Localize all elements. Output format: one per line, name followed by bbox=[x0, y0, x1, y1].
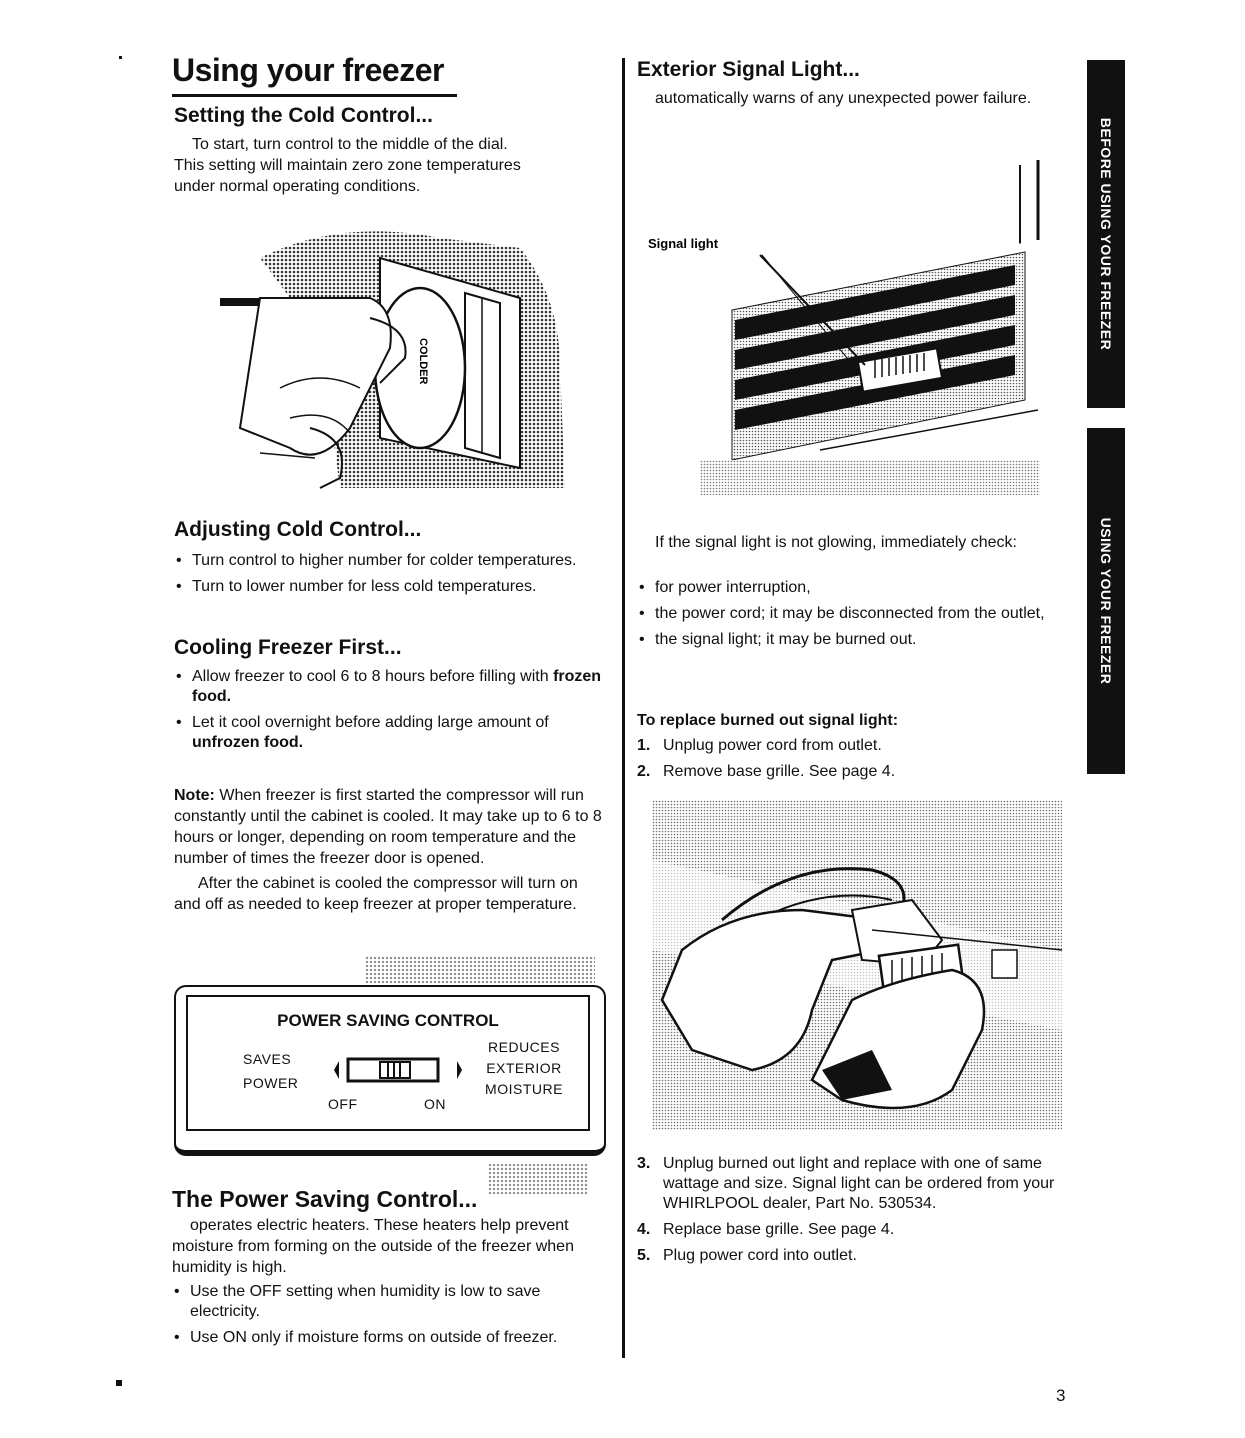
step-number: 3. bbox=[637, 1155, 651, 1172]
list-item: • the signal light; it may be burned out. bbox=[637, 630, 1071, 650]
step-item bbox=[637, 736, 1071, 756]
cooling-text: Let it cool overnight before adding large amount of bbox=[192, 714, 549, 731]
title-rule bbox=[172, 94, 457, 97]
adjusting-list bbox=[174, 551, 610, 603]
exterior-heading: Exterior Signal Light... bbox=[637, 58, 860, 81]
reduces-line: REDUCES bbox=[488, 1039, 560, 1055]
step-text: Remove base grille. See page 4. bbox=[663, 763, 896, 780]
step-number: 2. bbox=[637, 763, 651, 780]
setting-text bbox=[174, 134, 610, 197]
panel-title: POWER SAVING CONTROL bbox=[277, 1011, 499, 1030]
note-paragraph bbox=[174, 785, 608, 869]
psc-list bbox=[172, 1282, 606, 1354]
power-saving-switch[interactable] bbox=[328, 1053, 468, 1087]
list-item: • Use ON only if moisture forms on outside of freezer. bbox=[172, 1328, 606, 1348]
side-tab-label: USING YOUR FREEZER bbox=[1098, 517, 1114, 685]
list-item: • Turn control to higher number for colder temperatures. bbox=[174, 551, 610, 571]
margin-mark bbox=[116, 1380, 122, 1386]
page-title: Using your freezer bbox=[172, 52, 444, 88]
panel-inner bbox=[186, 995, 590, 1131]
replace-heading: To replace burned out signal light: bbox=[637, 712, 899, 729]
margin-mark bbox=[119, 56, 122, 59]
step-text: Plug power cord into outlet. bbox=[663, 1247, 857, 1264]
setting-line: To start, turn control to the middle of the dial. bbox=[192, 136, 508, 153]
psc-heading: The Power Saving Control... bbox=[172, 1186, 478, 1212]
list-item bbox=[174, 667, 610, 707]
note-label: Note: bbox=[174, 787, 215, 804]
step-item bbox=[637, 1220, 1073, 1240]
step-text: Unplug burned out light and replace with one of same wattage and size. Signal light can be ordered from your WHIRLPOOL dealer, Part No. 530534. bbox=[663, 1155, 1055, 1212]
step-item bbox=[637, 762, 1071, 782]
saves-line: SAVES bbox=[243, 1051, 292, 1067]
power-line: POWER bbox=[243, 1075, 299, 1091]
list-item: • Turn to lower number for less cold temperatures. bbox=[174, 577, 610, 597]
note-paragraph-2: After the cabinet is cooled the compressor will turn on and off as needed to keep freezer at proper temperature. bbox=[174, 875, 578, 913]
exterior-line: EXTERIOR bbox=[486, 1060, 562, 1076]
page-number: 3 bbox=[1056, 1386, 1066, 1405]
side-tab-using[interactable] bbox=[1087, 428, 1125, 774]
adjusting-heading: Adjusting Cold Control... bbox=[174, 518, 422, 541]
list-item bbox=[174, 713, 610, 753]
list-item: • the power cord; it may be disconnected from the outlet, bbox=[637, 604, 1071, 624]
cooling-heading: Cooling Freezer First... bbox=[174, 636, 402, 659]
step-number: 5. bbox=[637, 1247, 651, 1264]
list-item: • Use the OFF setting when humidity is low to save electricity. bbox=[172, 1282, 606, 1322]
check-intro: If the signal light is not glowing, immediately check: bbox=[655, 534, 1017, 551]
power-saving-control-panel bbox=[174, 985, 606, 1155]
replace-steps-b bbox=[637, 1154, 1073, 1272]
step-text: Unplug power cord from outlet. bbox=[663, 737, 882, 754]
saves-label bbox=[243, 1049, 298, 1094]
cold-control-illustration bbox=[220, 218, 570, 518]
exterior-intro: automatically warns of any unexpected power failure. bbox=[655, 90, 1032, 107]
dial-label: COLDER bbox=[417, 338, 429, 385]
cooling-bold: unfrozen food. bbox=[192, 734, 304, 751]
note-text: When freezer is first started the compressor will run constantly until the cabinet is cooled. It may take up to 6 to 8 hours or longer, depending on room temperature and the number of times the freezer door is opened. bbox=[174, 787, 602, 867]
off-label: OFF bbox=[328, 1096, 358, 1112]
cooling-list bbox=[174, 667, 610, 759]
check-list bbox=[637, 578, 1071, 656]
psc-intro: operates electric heaters. These heaters help prevent moisture from forming on the outside of the freezer when humidity is high. bbox=[172, 1217, 574, 1276]
list-item: • for power interruption, bbox=[637, 578, 1071, 598]
cooling-bold: frozen food. bbox=[192, 668, 602, 705]
replace-light-illustration bbox=[652, 800, 1062, 1130]
signal-light-label: Signal light bbox=[648, 236, 719, 251]
step-item bbox=[637, 1246, 1073, 1266]
setting-heading: Setting the Cold Control... bbox=[174, 104, 433, 127]
setting-line: This setting will maintain zero zone temperatures bbox=[174, 157, 521, 174]
step-number: 1. bbox=[637, 737, 651, 754]
on-label: ON bbox=[424, 1096, 446, 1112]
step-text: Replace base grille. See page 4. bbox=[663, 1221, 895, 1238]
column-divider bbox=[622, 58, 625, 1358]
shade-decoration bbox=[365, 956, 595, 984]
signal-light-illustration bbox=[640, 160, 1070, 500]
moisture-line: MOISTURE bbox=[485, 1081, 563, 1097]
replace-steps-a bbox=[637, 736, 1071, 788]
setting-line: under normal operating conditions. bbox=[174, 178, 421, 195]
reduces-label bbox=[484, 1037, 564, 1100]
shade-decoration bbox=[488, 1163, 588, 1195]
cooling-text: Allow freezer to cool 6 to 8 hours before filling with bbox=[192, 668, 554, 685]
note-block bbox=[174, 785, 608, 915]
step-item bbox=[637, 1154, 1073, 1214]
step-number: 4. bbox=[637, 1221, 651, 1238]
side-tab-before-using[interactable] bbox=[1087, 60, 1125, 408]
side-tab-label: BEFORE USING YOUR FREEZER bbox=[1098, 117, 1114, 351]
